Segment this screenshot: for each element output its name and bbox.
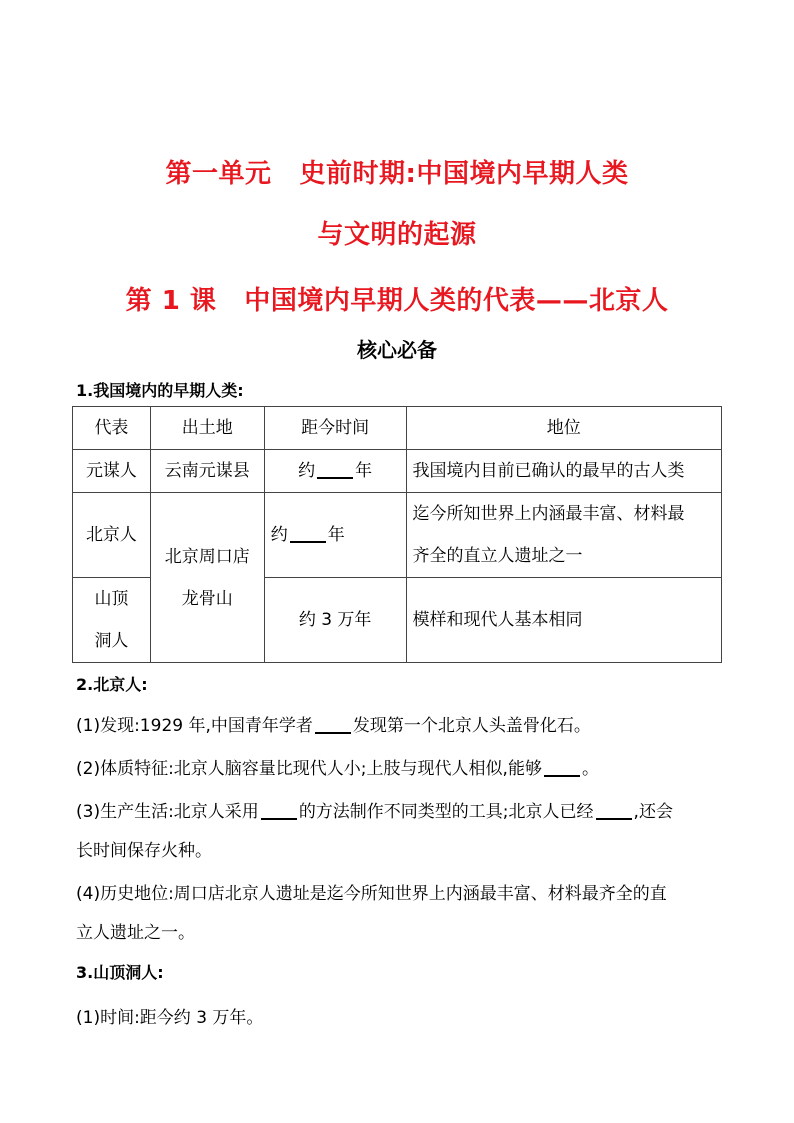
q3-paragraph-1: (1)时间:距今约 3 万年。	[76, 1008, 264, 1028]
text: (3)生产生活:北京人采用	[76, 802, 259, 822]
early-humans-table	[72, 406, 722, 663]
answer-blank[interactable]	[261, 798, 297, 820]
status-line: 迄今所知世界上内涵最丰富、材料最	[412, 504, 685, 524]
time-cell	[264, 493, 406, 578]
time-cell: 约 3 万年	[264, 578, 406, 663]
time-prefix: 约	[270, 525, 288, 545]
q1-heading: 1.我国境内的早期人类:	[76, 381, 244, 400]
status-cell	[406, 493, 721, 578]
answer-blank[interactable]	[290, 521, 326, 543]
header-cell: 代表	[73, 407, 151, 450]
name-cell: 元谋人	[73, 450, 151, 493]
table-header-row	[73, 407, 722, 450]
q2-paragraph-4: (4)历史地位:周口店北京人遗址是迄今所知世界上内涵最丰富、材料最齐全的直	[76, 884, 667, 904]
name-cell: 北京人	[73, 493, 151, 578]
header-cell: 地位	[406, 407, 721, 450]
answer-blank[interactable]	[315, 712, 351, 734]
answer-blank[interactable]	[317, 457, 353, 479]
table-row	[73, 450, 722, 493]
time-suffix: 年	[355, 461, 373, 481]
time-cell	[264, 450, 406, 493]
q2-paragraph-2	[76, 754, 599, 779]
q2-heading: 2.北京人:	[76, 675, 148, 694]
q2-paragraph-3-cont: 长时间保存火种。	[76, 841, 212, 861]
status-cell: 我国境内目前已确认的最早的古人类	[406, 450, 721, 493]
site-cell	[150, 493, 264, 663]
status-line: 齐全的直立人遗址之一	[412, 546, 583, 566]
text: (1)发现:1929 年,中国青年学者	[76, 716, 313, 736]
text: 的方法制作不同类型的工具;北京人已经	[298, 802, 594, 822]
q2-paragraph-1	[76, 711, 591, 736]
q2-paragraph-3	[76, 797, 673, 822]
text: ,还会	[633, 802, 673, 822]
q2-paragraph-4-cont: 立人遗址之一。	[76, 923, 195, 943]
lesson-title	[0, 280, 794, 317]
text: (2)体质特征:北京人脑容量比现代人小;上肢与现代人相似,能够	[76, 759, 542, 779]
unit-title	[0, 153, 794, 190]
unit-name-line1: 史前时期:中国境内早期人类	[299, 159, 629, 189]
unit-name-line2: 与文明的起源	[317, 220, 477, 250]
lesson-name: 中国境内早期人类的代表——北京人	[244, 286, 669, 316]
text: 。	[581, 759, 599, 779]
name-line: 洞人	[94, 631, 129, 651]
time-prefix: 约	[298, 461, 316, 481]
section-title: 核心必备	[357, 338, 437, 362]
lesson-label: 第 1 课	[125, 286, 217, 316]
site-line: 龙骨山	[181, 588, 233, 609]
site-cell: 云南元谋县	[150, 450, 264, 493]
name-cell	[73, 578, 151, 663]
table-row	[73, 493, 722, 578]
answer-blank[interactable]	[596, 798, 632, 820]
text: 发现第一个北京人头盖骨化石。	[352, 716, 591, 736]
header-cell: 距今时间	[264, 407, 406, 450]
time-suffix: 年	[327, 525, 345, 545]
unit-label: 第一单元	[165, 159, 272, 189]
q3-heading: 3.山顶洞人:	[76, 963, 164, 982]
status-cell: 模样和现代人基本相同	[406, 578, 721, 663]
name-line: 山顶	[94, 589, 129, 609]
site-line: 北京周口店	[164, 546, 250, 567]
answer-blank[interactable]	[544, 755, 580, 777]
header-cell: 出土地	[150, 407, 264, 450]
